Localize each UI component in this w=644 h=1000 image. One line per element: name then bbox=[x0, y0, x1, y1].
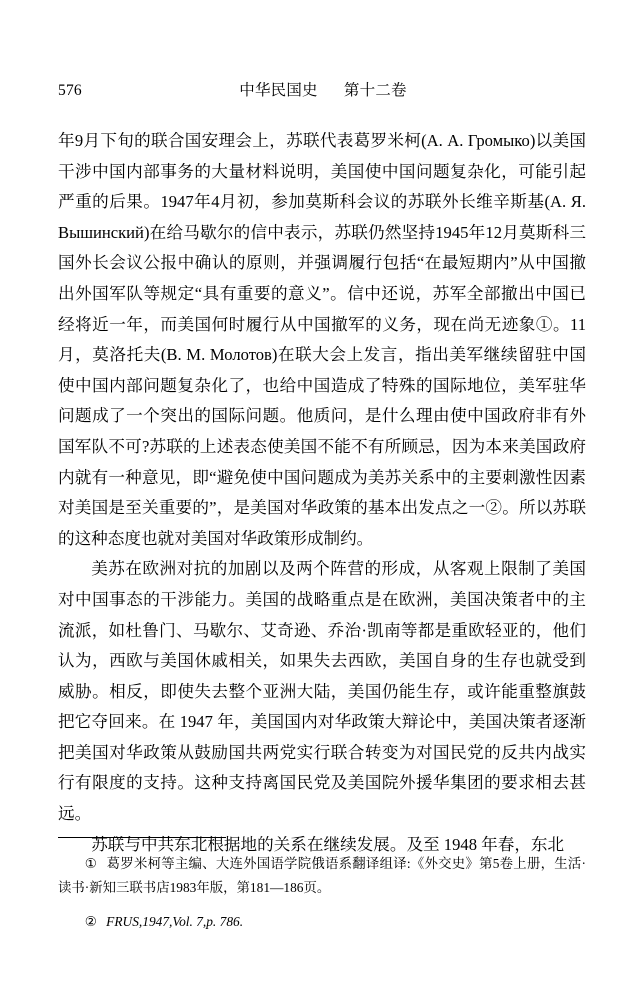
footnote-1-marker: ① bbox=[84, 856, 98, 871]
footnote-1-text: 葛罗米柯等主编、大连外国语学院俄语系翻译组译:《外交史》第5卷上册，生活·读书·新知三联书店1983年版，第181—186页。 bbox=[58, 856, 586, 895]
running-title bbox=[134, 78, 586, 100]
paragraph-3: 苏联与中共东北根据地的关系在继续发展。及至 1948 年春，东北 bbox=[91, 834, 565, 854]
footnote-1 bbox=[58, 852, 586, 900]
footnote-2-source-title: FRUS bbox=[106, 914, 139, 929]
running-title-main: 中华民国史 bbox=[239, 82, 318, 99]
footnotes-section bbox=[58, 837, 586, 944]
footnote-2-citation: ,1947,Vol. 7,p. 786. bbox=[138, 914, 244, 929]
footnote-divider bbox=[58, 837, 226, 838]
folio-number: 576 bbox=[58, 82, 82, 99]
paragraph-1: 年9月下旬的联合国安理会上，苏联代表葛罗米柯(А. А. Громыко)以美国干涉中国内部事务的大量材料说明，美国使中国问题复杂化，可能引起严重的后果。1947年4月初，参加莫斯科会议的苏联外长维辛斯基(А. Я. Вышинский)在给马歇尔的信中表示，苏联仍然坚持1945年12月莫斯科三国外长会议公报中确认的原则，并强调履行包括“在最短期内”从中国撤出外国军队等规定“具有重要的意义”。信中还说，苏军全部撤出中国已经将近一年，而美国何时履行从中国撤军的义务，现在尚无迹象①。11月，莫洛托夫(В. М. Молотов)在联大会上发言，指出美军继续留驻中国使中国内部问题复杂化了，也给中国造成了特殊的国际地位，美军驻华问题成了一个突出的国际问题。他质问，是什么理由使中国政府非有外国军队不可?苏联的上述表态使美国不能不有所顾忌，因为本来美国政府内就有一种意见，即“避免使中国问题成为美苏关系中的主要刺激性因素对美国是至关重要的”，是美国对华政策的基本出发点之一②。所以苏联的这种态度也就对美国对华政策形成制约。 bbox=[58, 131, 586, 548]
running-title-volume: 第十二卷 bbox=[343, 82, 407, 99]
paragraph-2: 美苏在欧洲对抗的加剧以及两个阵营的形成，从客观上限制了美国对中国事态的干涉能力。美国的战略重点是在欧洲，美国决策者中的主流派，如杜鲁门、马歇尔、艾奇逊、乔治·凯南等都是重欧轻亚的，他们认为，西欧与美国休戚相关，如果失去西欧，美国自身的生存也就受到威胁。相反，即使失去整个亚洲大陆，美国仍能生存，或许能重整旗鼓把它夺回来。在 1947 年，美国国内对华政策大辩论中，美国决策者逐渐把美国对华政策从鼓励国共两党实行联合转变为对国民党的反共内战实行有限度的支持。这种支持离国民党及美国院外援华集团的要求相去甚远。 bbox=[58, 559, 586, 824]
page-header bbox=[58, 78, 586, 100]
body-text bbox=[58, 126, 586, 860]
footnote-2 bbox=[58, 910, 586, 934]
footnote-2-marker: ② bbox=[84, 914, 97, 929]
